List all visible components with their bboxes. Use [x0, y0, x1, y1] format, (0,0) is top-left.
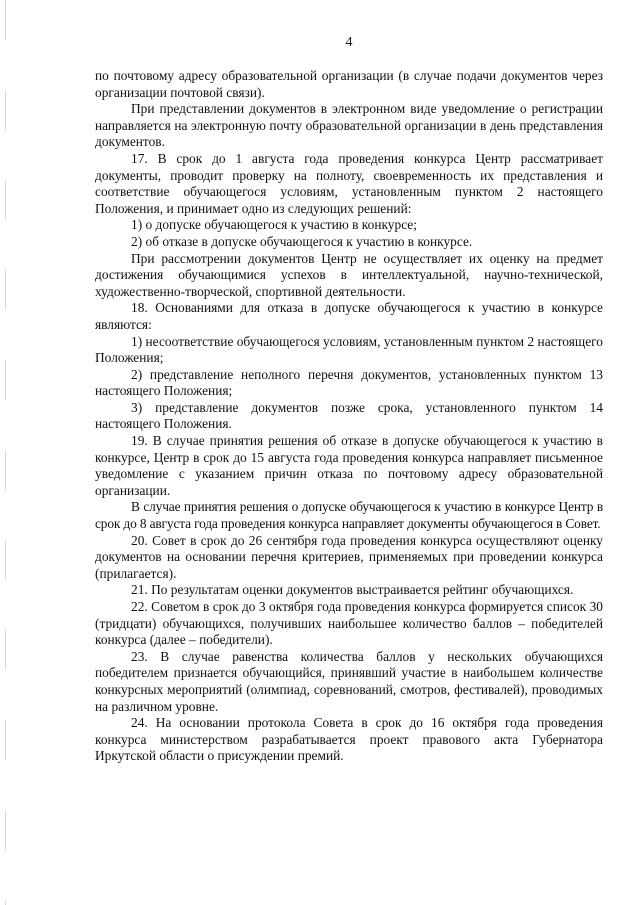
document-page — [95, 34, 603, 765]
paragraph-reason-2: 2) представление неполного перечня документов, установленных пунктом 13 настоящего Положения; — [95, 366, 603, 399]
paragraph-electronic-notice: При представлении документов в электронном виде уведомление о регистрации направляется на электронную почту образовательной организации в день представления документов. — [95, 101, 603, 150]
paragraph-reason-3: 3) представление документов позже срока, установленного пунктом 14 настоящего Положения. — [95, 399, 603, 432]
paragraph-decision-2: 2) об отказе в допуске обучающегося к участию в конкурсе. — [131, 233, 473, 249]
paragraph-clause-19: 19. В случае принятия решения об отказе в допуске обучающегося к участию в конкурсе, Центр в срок до 15 августа года проведения конкурса направляет письменное уведомление с указанием причин отказа по почтовому адресу образовательной организации. — [95, 433, 603, 498]
paragraph-clause-18: 18. Основаниями для отказа в допуске обучающегося к участию в конкурсе являются: — [95, 300, 603, 332]
paragraph-no-evaluation: При рассмотрении документов Центр не осуществляет их оценку на предмет достижения обучающимися успехов в интеллектуальной, научно-технической, художественно-творческой, спортивной деятельности. — [95, 250, 603, 299]
paragraph-clause-24: 24. На основании протокола Совета в срок до 16 октября года проведения конкурса министерством разрабатывается проект правового акта Губернатора Иркутской области о присуждении премий. — [95, 715, 603, 764]
page-number: 4 — [345, 35, 353, 50]
paragraph-clause-17: 17. В срок до 1 августа года проведения конкурса Центр рассматривает документы, проводит проверку на полноту, своевременность их представления и соответствие обучающегося условиям, установленным пунктом 2 настоящего Положения, и принимает одно из следующих решений: — [95, 150, 603, 216]
paragraph-clause-22: 22. Советом в срок до 3 октября года проведения конкурса формируется список 30 (тридцати) обучающихся, получивших наибольшее количество баллов – победителей конкурса (далее – победители). — [95, 599, 603, 648]
paragraph-reason-1: 1) несоответствие обучающегося условиям, установленным пунктом 2 настоящего Положения; — [95, 333, 603, 366]
paragraph-clause-21: 21. По результатам оценки документов выстраивается рейтинг обучающихся. — [131, 582, 574, 598]
paragraph-clause-20: 20. Совет в срок до 26 сентября года проведения конкурса осуществляют оценку документов на основании перечня критериев, применяемых при проведении конкурса (прилагается). — [95, 532, 603, 581]
paragraph-decision-1: 1) о допуске обучающегося к участию в конкурсе; — [131, 217, 417, 233]
paragraph-continuation: по почтовому адресу образовательной организации (в случае подачи документов через организации почтовой связи). — [95, 68, 603, 100]
paragraph-admission-notice: В случае принятия решения о допуске обучающегося к участию в конкурсе Центр в срок до 8 августа года проведения конкурса направляет документы обучающегося в Совет. — [95, 499, 603, 532]
scan-edge-artifact — [5, 0, 6, 905]
paragraph-clause-23: 23. В случае равенства количества баллов у нескольких обучающихся победителем признается обучающийся, принявший участие в наибольшем количестве конкурсных мероприятий (олимпиад, соревнований, смотров, фестивалей), проводимых на различном уровне. — [95, 648, 603, 714]
